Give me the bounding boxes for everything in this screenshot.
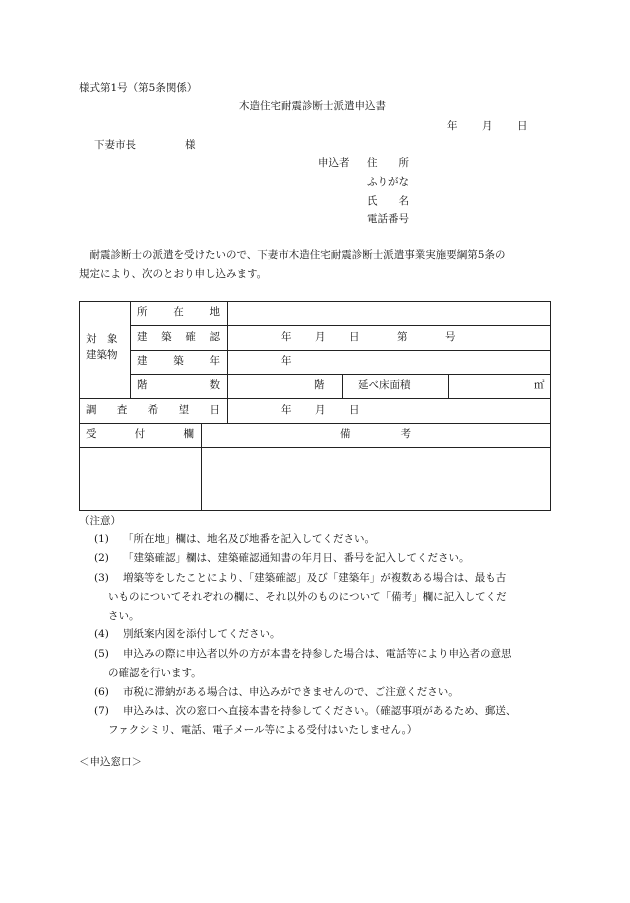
table-rule xyxy=(79,398,551,399)
remarks-label: 備 考 xyxy=(340,428,411,440)
note-number: (4) xyxy=(94,628,109,640)
floor-area-label: 延べ床面積 xyxy=(358,379,411,391)
building-confirmation-label: 建 築 確 認 xyxy=(137,331,220,343)
table-rule xyxy=(448,374,449,398)
table-rule xyxy=(201,423,202,511)
confirm-year-label: 年 xyxy=(281,331,292,343)
note-text: 「所在地」欄は、地名及び地番を記入してください。 xyxy=(123,533,375,545)
applicant-label: 申込者 xyxy=(318,157,350,169)
confirm-number-suffix: 号 xyxy=(445,331,456,343)
notes-heading: （注意） xyxy=(79,515,121,527)
floors-unit: 階 xyxy=(314,379,325,391)
address-label: 住 所 xyxy=(367,157,409,169)
table-rule xyxy=(342,374,343,398)
table-rule xyxy=(79,423,551,424)
confirm-number-prefix: 第 xyxy=(397,331,408,343)
table-rule xyxy=(130,325,551,326)
table-rule xyxy=(130,350,551,351)
body-text-line-2: 規定により、次のとおり申し込みます。 xyxy=(79,268,268,280)
addressee: 下妻市長 xyxy=(94,139,136,151)
note-number: (6) xyxy=(94,686,109,698)
note-text: の確認を行います。 xyxy=(108,667,202,679)
building-year-label: 建 築 年 xyxy=(137,355,220,367)
survey-date-label: 調 査 希 望 日 xyxy=(86,404,220,416)
note-number: (1) xyxy=(94,533,109,545)
form-title: 木造住宅耐震診断士派遣申込書 xyxy=(239,100,386,112)
confirm-day-label: 日 xyxy=(349,331,360,343)
floors-label: 階 数 xyxy=(137,379,220,391)
date-day-label: 日 xyxy=(517,120,528,132)
note-number: (7) xyxy=(94,705,109,717)
target-building-label-1: 対 象 xyxy=(86,333,118,345)
table-rule xyxy=(227,301,228,423)
date-month-label: 月 xyxy=(482,120,493,132)
form-number: 様式第1号（第5条関係） xyxy=(79,82,198,94)
addressee-suffix: 様 xyxy=(185,139,196,151)
note-number: (2) xyxy=(94,552,109,564)
note-text: 別紙案内図を添付してください。 xyxy=(123,628,281,640)
name-label: 氏 名 xyxy=(367,195,409,207)
date-year-label: 年 xyxy=(447,120,458,132)
location-label: 所 在 地 xyxy=(137,306,220,318)
table-rule xyxy=(130,301,131,398)
furigana-label: ふりがな xyxy=(367,176,409,188)
note-text: 申込みの際に申込者以外の方が本書を持参した場合は、電話等により申込者の意思 xyxy=(123,648,512,660)
body-text-line-1: 耐震診断士の派遣を受けたいので、下妻市木造住宅耐震診断士派遣事業実施要綱第5条の xyxy=(79,249,506,261)
note-text: ファクシミリ、電話、電子メール等による受付はいたしません。） xyxy=(108,724,418,736)
note-number: (5) xyxy=(94,648,109,660)
phone-label: 電話番号 xyxy=(367,213,409,225)
application-window-label: ＜申込窓口＞ xyxy=(79,756,142,768)
survey-month-label: 月 xyxy=(315,404,326,416)
survey-year-label: 年 xyxy=(281,404,292,416)
table-rule xyxy=(79,447,551,448)
built-year-label: 年 xyxy=(281,355,292,367)
reception-label: 受 付 欄 xyxy=(86,428,194,440)
note-text: 申込みは、次の窓口へ直接本書を持参してください。（確認事項があるため、郵送、 xyxy=(123,705,517,717)
survey-day-label: 日 xyxy=(349,404,360,416)
floor-area-unit: ㎡ xyxy=(534,379,545,391)
target-building-label-2: 建築物 xyxy=(86,349,118,361)
table-rule xyxy=(130,374,551,375)
note-text: 市税に滞納がある場合は、申込みができませんので、ご注意ください。 xyxy=(123,686,459,698)
note-text: 「建築確認」欄は、建築確認通知書の年月日、番号を記入してください。 xyxy=(123,552,470,564)
note-number: (3) xyxy=(94,572,109,584)
note-text: 増築等をしたことにより、「建築確認」及び「建築年」が複数ある場合は、最も古 xyxy=(123,572,507,584)
note-text: いものについてそれぞれの欄に、それ以外のものについて「備考」欄に記入してくだ さい。 xyxy=(108,591,507,622)
confirm-month-label: 月 xyxy=(315,331,326,343)
